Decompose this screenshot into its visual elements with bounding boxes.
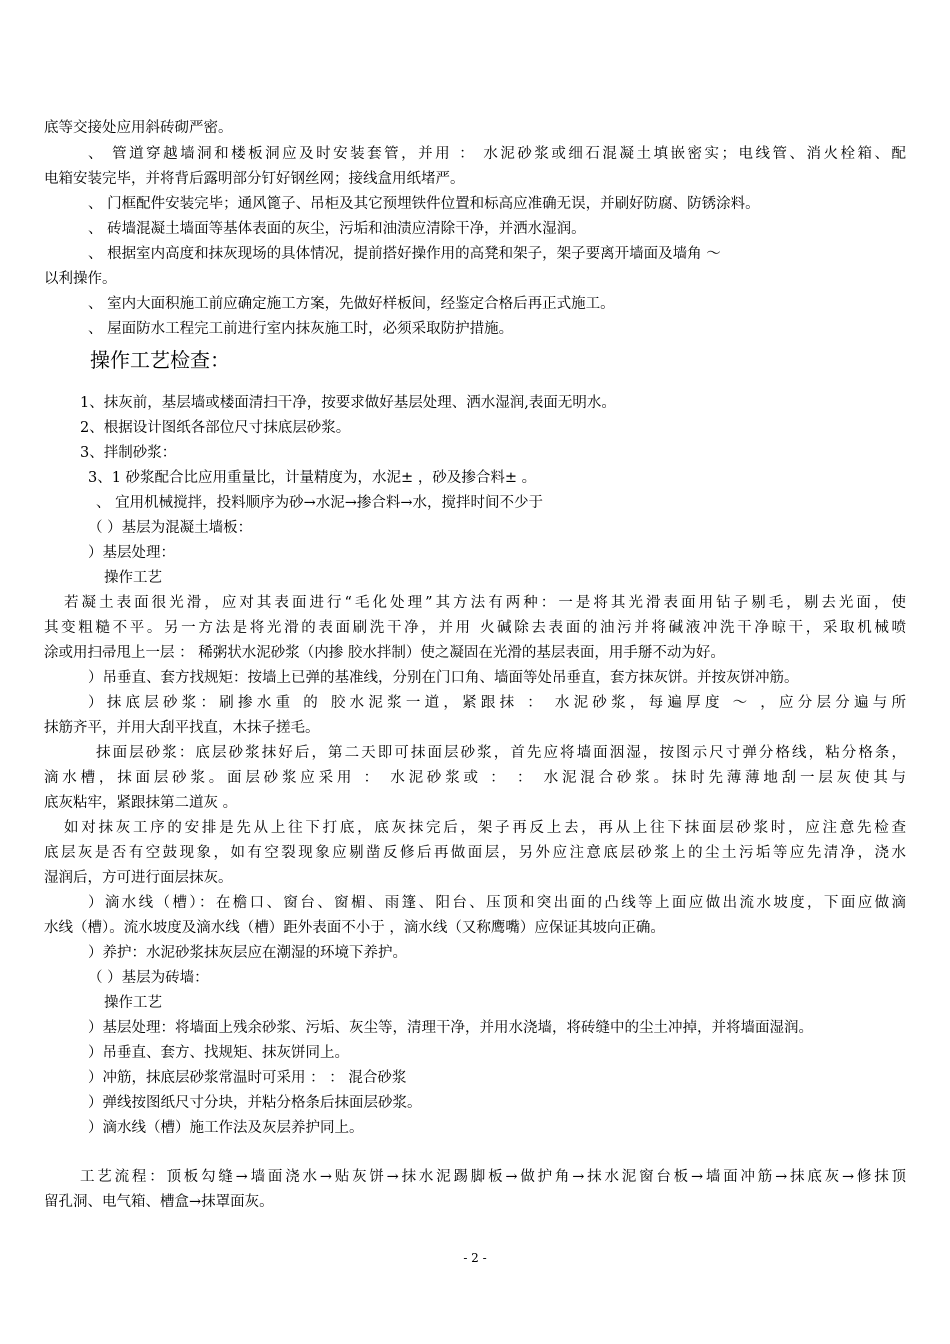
text-line: 水线（槽）。流水坡度及滴水线（槽）距外表面不小于 ，滴水线（又称鹰嘴）应保证其坡向正确。 (44, 920, 665, 936)
text-line: ）吊垂直、套方找规矩：按墙上已弹的基准线，分别在门口角、墙面等处吊垂直，套方抹灰饼。并按灰饼冲筋。 (88, 670, 799, 686)
text-line: 抹筋齐平，并用大刮平找直，木抹子搓毛。 (44, 720, 320, 736)
text-line: 、 根据室内高度和抹灰现场的具体情况，提前搭好操作用的高凳和架子，架子要离开墙面及墙角 ～ (88, 246, 721, 262)
text-line: ）基层处理： (88, 545, 175, 561)
text-line: ）抹底层砂浆：刷掺水重 的 胶水泥浆一道，紧跟抹 ： 水泥砂浆，每遍厚度 ～ ，应分层分遍与所 (88, 695, 906, 711)
text-line: 、 管道穿越墙洞和楼板洞应及时安装套管，并用 ： 水泥砂浆或细石混凝土填嵌密实；电线管、消火栓箱、配 (88, 146, 906, 162)
text-line: 湿润后，方可进行面层抹灰。 (44, 870, 233, 886)
text-line: 其变粗糙不平。另一方法是将光滑的表面刷洗干净，并用 火碱除去表面的油污并将碱液冲洗干净晾干，采取机械喷 (44, 620, 906, 636)
text-line: 电箱安装完毕，并将背后露明部分钉好钢丝网；接线盒用纸堵严。 (44, 171, 465, 187)
text-line: 以利操作。 (44, 271, 117, 287)
text-line: 底灰粘牢，紧跟抹第二道灰 。 (44, 795, 238, 811)
text-line: 操作工艺 (104, 995, 162, 1011)
section-heading: 操作工艺检查： (90, 348, 230, 372)
text-line: 工艺流程：顶板勾缝→墙面浇水→贴灰饼→抹水泥踢脚板→做护角→抹水泥窗台板→墙面冲筋→抹底灰→修抹顶 (80, 1169, 906, 1185)
text-line: ）弹线按图纸尺寸分块，并粘分格条后抹面层砂浆。 (88, 1095, 422, 1111)
text-line: 操作工艺 (104, 570, 162, 586)
text-line: 涂或用扫帚甩上一层 ： 稀粥状水泥砂浆（内掺 胶水拌制）使之凝固在光滑的基层表面，用手掰不动为好。 (44, 645, 725, 661)
text-line: （ ）基层为砖墙： (88, 970, 209, 986)
text-line: 、 宜用机械搅拌，投料顺序为砂→水泥→掺合料→水，搅拌时间不少于 (96, 495, 544, 511)
text-line: ）养护：水泥砂浆抹灰层应在潮湿的环境下养护。 (88, 945, 407, 961)
text-line: 若凝土表面很光滑，应对其表面进行“毛化处理”其方法有两种：一是将其光滑表面用钻子剔毛，剔去光面，使 (64, 595, 906, 611)
text-line: 、 室内大面积施工前应确定施工方案，先做好样板间，经鉴定合格后再正式施工。 (88, 296, 615, 312)
text-line: 底等交接处应用斜砖砌严密。 (44, 120, 233, 136)
text-line: 3、1 砂浆配合比应用重量比，计量精度为，水泥± ，砂及掺合料± 。 (88, 470, 537, 486)
text-line: 3、拌制砂浆： (80, 445, 177, 461)
text-line: ）滴水线（槽）施工作法及灰层养护同上。 (88, 1120, 364, 1136)
text-line: ）基层处理：将墙面上残余砂浆、污垢、灰尘等，清理干净，并用水浇墙，将砖缝中的尘土冲掉，并将墙面湿润。 (88, 1020, 813, 1036)
text-line: 滴水槽，抹面层砂浆。面层砂浆应采用 ： 水泥砂浆或 ： ： 水泥混合砂浆。抹时先薄薄地刮一层灰使其与 (44, 770, 906, 786)
text-line: ）滴水线（槽）：在檐口、窗台、窗楣、雨篷、阳台、压顶和突出面的凸线等上面应做出流水坡度，下面应做滴 (88, 895, 906, 911)
text-line: 留孔洞、电气箱、槽盒→抹罩面灰。 (44, 1194, 274, 1210)
text-line: 底层灰是否有空鼓现象，如有空裂现象应剔凿反修后再做面层，另外应注意底层砂浆上的尘土污垢等应先清净，浇水 (44, 845, 906, 861)
text-line: 、 屋面防水工程完工前进行室内抹灰施工时，必须采取防护措施。 (88, 321, 514, 337)
text-line: 1、抹灰前，基层墙或楼面清扫干净，按要求做好基层处理、洒水湿润,表面无明水。 (80, 395, 616, 411)
text-line: 、 砖墙混凝土墙面等基体表面的灰尘，污垢和油渍应清除干净，并洒水湿润。 (88, 221, 586, 237)
text-line: ）吊垂直、套方、找规矩、抹灰饼同上。 (88, 1045, 349, 1061)
text-line: 如对抹灰工序的安排是先从上往下打底，底灰抹完后，架子再反上去，再从上往下抹面层砂浆时，应注意先检查 (64, 820, 906, 836)
text-line: ）冲筋，抹底层砂浆常温时可采用 ： ： 混合砂浆 (88, 1070, 407, 1086)
page-number: - 2 - (463, 1251, 487, 1265)
text-line: 2、根据设计图纸各部位尺寸抹底层砂浆。 (80, 420, 351, 436)
text-line: 、 门框配件安装完毕；通风篦子、吊柜及其它预埋铁件位置和标高应准确无误，并刷好防腐、防锈涂料。 (88, 196, 760, 212)
text-line: （ ）基层为混凝土墙板： (88, 520, 253, 536)
text-line: 抹面层砂浆：底层砂浆抹好后，第二天即可抹面层砂浆，首先应将墙面洇湿，按图示尺寸弹分格线，粘分格条， (96, 745, 906, 761)
